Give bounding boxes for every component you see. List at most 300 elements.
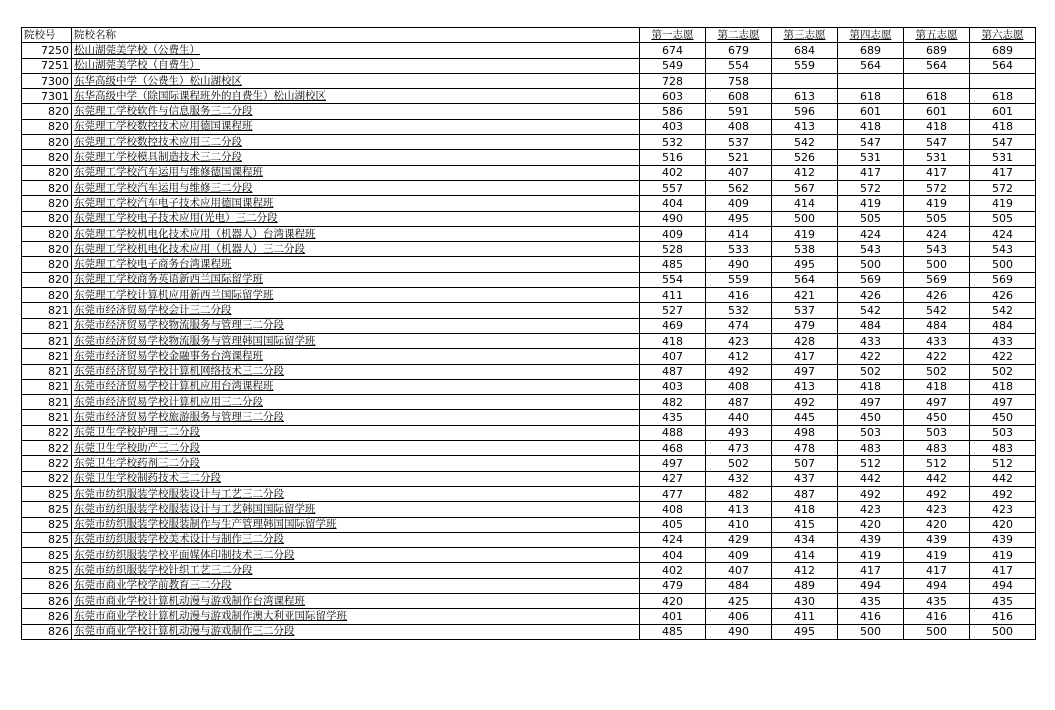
score-choice-4: 618	[838, 89, 904, 104]
score-choice-5	[904, 73, 970, 88]
score-choice-5: 420	[904, 517, 970, 532]
school-name: 东莞理工学校模具制造技术三二分段	[72, 150, 640, 165]
school-name: 东莞市经济贸易学校物流服务与管理韩国国际留学班	[72, 333, 640, 348]
header-row	[22, 28, 1036, 43]
score-choice-2: 407	[706, 165, 772, 180]
school-name: 东莞卫生学校护理三二分段	[72, 425, 640, 440]
header-code: 院校号	[22, 28, 72, 43]
score-choice-5: 416	[904, 609, 970, 624]
score-choice-4: 433	[838, 333, 904, 348]
score-choice-5: 419	[904, 548, 970, 563]
score-choice-1: 549	[640, 58, 706, 73]
score-choice-6: 417	[970, 165, 1036, 180]
score-choice-1: 405	[640, 517, 706, 532]
table-row	[22, 364, 1036, 379]
score-choice-5: 418	[904, 379, 970, 394]
score-choice-6: 572	[970, 180, 1036, 195]
score-choice-1: 488	[640, 425, 706, 440]
score-choice-5: 492	[904, 486, 970, 501]
table-row	[22, 73, 1036, 88]
table-row	[22, 379, 1036, 394]
score-choice-1: 401	[640, 609, 706, 624]
score-choice-5: 424	[904, 226, 970, 241]
school-code: 821	[22, 349, 72, 364]
score-choice-6: 418	[970, 379, 1036, 394]
score-choice-6: 689	[970, 43, 1036, 58]
score-choice-1: 728	[640, 73, 706, 88]
score-choice-3: 411	[772, 609, 838, 624]
score-choice-4: 435	[838, 593, 904, 608]
header-choice-3: 第三志愿	[772, 28, 838, 43]
school-name: 东莞市经济贸易学校会计三二分段	[72, 303, 640, 318]
score-choice-4: 601	[838, 104, 904, 119]
score-choice-2: 423	[706, 333, 772, 348]
school-name: 东莞理工学校机电化技术应用（机器人）台湾课程班	[72, 226, 640, 241]
score-choice-6: 416	[970, 609, 1036, 624]
score-choice-3: 418	[772, 502, 838, 517]
school-code: 820	[22, 119, 72, 134]
score-choice-3: 412	[772, 563, 838, 578]
score-choice-2: 679	[706, 43, 772, 58]
score-choice-2: 432	[706, 471, 772, 486]
score-choice-1: 424	[640, 532, 706, 547]
score-choice-1: 469	[640, 318, 706, 333]
school-code: 825	[22, 517, 72, 532]
score-choice-4: 542	[838, 303, 904, 318]
school-code: 826	[22, 578, 72, 593]
score-choice-3: 437	[772, 471, 838, 486]
table-row	[22, 196, 1036, 211]
score-choice-1: 528	[640, 242, 706, 257]
score-choice-1: 468	[640, 441, 706, 456]
score-choice-1: 435	[640, 410, 706, 425]
score-choice-6: 419	[970, 548, 1036, 563]
score-choice-4: 531	[838, 150, 904, 165]
school-name: 东莞市经济贸易学校旅游服务与管理三二分段	[72, 410, 640, 425]
table-row	[22, 89, 1036, 104]
score-choice-6: 497	[970, 395, 1036, 410]
score-choice-3: 487	[772, 486, 838, 501]
score-choice-2: 559	[706, 272, 772, 287]
score-choice-5: 505	[904, 211, 970, 226]
table-row	[22, 578, 1036, 593]
school-name: 东莞卫生学校药剂三二分段	[72, 456, 640, 471]
school-name: 东莞理工学校汽车运用与维修德国课程班	[72, 165, 640, 180]
score-choice-6: 505	[970, 211, 1036, 226]
table-row	[22, 119, 1036, 134]
score-choice-6: 500	[970, 624, 1036, 639]
score-choice-1: 403	[640, 119, 706, 134]
table-row	[22, 211, 1036, 226]
score-choice-3: 497	[772, 364, 838, 379]
score-choice-4: 689	[838, 43, 904, 58]
score-choice-4: 497	[838, 395, 904, 410]
score-choice-6: 484	[970, 318, 1036, 333]
score-choice-3: 492	[772, 395, 838, 410]
score-choice-2: 412	[706, 349, 772, 364]
score-choice-1: 402	[640, 563, 706, 578]
score-choice-4	[838, 73, 904, 88]
score-choice-1: 487	[640, 364, 706, 379]
score-choice-5: 423	[904, 502, 970, 517]
score-choice-4: 494	[838, 578, 904, 593]
school-code: 826	[22, 593, 72, 608]
school-name: 东莞卫生学校助产三二分段	[72, 441, 640, 456]
score-choice-4: 483	[838, 441, 904, 456]
score-choice-6: 450	[970, 410, 1036, 425]
header-choice-5: 第五志愿	[904, 28, 970, 43]
score-choice-6: 543	[970, 242, 1036, 257]
table-row	[22, 303, 1036, 318]
score-choice-3: 537	[772, 303, 838, 318]
score-choice-3: 428	[772, 333, 838, 348]
score-choice-1: 403	[640, 379, 706, 394]
table-row	[22, 563, 1036, 578]
score-choice-4: 424	[838, 226, 904, 241]
school-name: 东莞市经济贸易学校物流服务与管理三二分段	[72, 318, 640, 333]
score-choice-3: 526	[772, 150, 838, 165]
score-choice-1: 586	[640, 104, 706, 119]
school-code: 820	[22, 257, 72, 272]
score-choice-5: 497	[904, 395, 970, 410]
score-choice-6: 426	[970, 288, 1036, 303]
score-choice-6: 512	[970, 456, 1036, 471]
score-choice-6: 442	[970, 471, 1036, 486]
score-choice-2: 537	[706, 135, 772, 150]
score-choice-3: 479	[772, 318, 838, 333]
score-choice-1: 485	[640, 624, 706, 639]
school-code: 820	[22, 135, 72, 150]
score-choice-5: 418	[904, 119, 970, 134]
score-choice-2: 484	[706, 578, 772, 593]
score-choice-1: 674	[640, 43, 706, 58]
school-name: 东莞市纺织服装学校平面媒体印制技术三二分段	[72, 548, 640, 563]
school-name: 东莞市纺织服装学校服装设计与工艺韩国国际留学班	[72, 502, 640, 517]
score-choice-6: 435	[970, 593, 1036, 608]
school-code: 820	[22, 180, 72, 195]
school-name: 东莞理工学校数控技术应用德国课程班	[72, 119, 640, 134]
school-name: 东莞市经济贸易学校金融事务台湾课程班	[72, 349, 640, 364]
table-row	[22, 502, 1036, 517]
score-choice-3: 567	[772, 180, 838, 195]
table-row	[22, 58, 1036, 73]
score-choice-5: 419	[904, 196, 970, 211]
table-body	[22, 28, 1036, 640]
score-choice-4: 422	[838, 349, 904, 364]
score-choice-6: 564	[970, 58, 1036, 73]
score-choice-5: 564	[904, 58, 970, 73]
school-code: 825	[22, 486, 72, 501]
score-choice-2: 408	[706, 119, 772, 134]
score-choice-2: 410	[706, 517, 772, 532]
score-choice-6: 502	[970, 364, 1036, 379]
school-code: 821	[22, 379, 72, 394]
score-choice-3	[772, 73, 838, 88]
score-choice-4: 502	[838, 364, 904, 379]
score-choice-2: 416	[706, 288, 772, 303]
score-choice-4: 505	[838, 211, 904, 226]
table-row	[22, 624, 1036, 639]
score-choice-1: 485	[640, 257, 706, 272]
score-choice-2: 758	[706, 73, 772, 88]
score-choice-5: 503	[904, 425, 970, 440]
school-code: 826	[22, 609, 72, 624]
score-choice-2: 554	[706, 58, 772, 73]
table-row	[22, 548, 1036, 563]
table-row	[22, 349, 1036, 364]
score-choice-4: 419	[838, 548, 904, 563]
score-choice-1: 527	[640, 303, 706, 318]
score-choice-3: 415	[772, 517, 838, 532]
table-row	[22, 593, 1036, 608]
score-choice-5: 417	[904, 563, 970, 578]
score-choice-4: 423	[838, 502, 904, 517]
score-choice-2: 492	[706, 364, 772, 379]
score-choice-5: 500	[904, 257, 970, 272]
score-choice-5: 483	[904, 441, 970, 456]
score-choice-4: 547	[838, 135, 904, 150]
header-choice-6: 第六志愿	[970, 28, 1036, 43]
score-choice-5: 569	[904, 272, 970, 287]
score-choice-5: 689	[904, 43, 970, 58]
table-row	[22, 456, 1036, 471]
score-choice-6: 618	[970, 89, 1036, 104]
school-code: 822	[22, 425, 72, 440]
score-choice-5: 433	[904, 333, 970, 348]
score-choice-1: 407	[640, 349, 706, 364]
score-choice-3: 430	[772, 593, 838, 608]
score-choice-1: 557	[640, 180, 706, 195]
school-code: 820	[22, 104, 72, 119]
table-row	[22, 288, 1036, 303]
score-choice-2: 474	[706, 318, 772, 333]
table-row	[22, 272, 1036, 287]
score-choice-4: 418	[838, 379, 904, 394]
score-choice-2: 440	[706, 410, 772, 425]
school-name: 东莞市经济贸易学校计算机网络技术三二分段	[72, 364, 640, 379]
score-choice-2: 413	[706, 502, 772, 517]
score-choice-4: 569	[838, 272, 904, 287]
school-code: 822	[22, 471, 72, 486]
school-name: 东莞市纺织服装学校服装设计与工艺三二分段	[72, 486, 640, 501]
score-choice-6: 542	[970, 303, 1036, 318]
score-choice-2: 425	[706, 593, 772, 608]
school-code: 825	[22, 563, 72, 578]
table-row	[22, 517, 1036, 532]
score-choice-2: 591	[706, 104, 772, 119]
school-name: 东莞市商业学校计算机动漫与游戏制作三二分段	[72, 624, 640, 639]
score-choice-6: 420	[970, 517, 1036, 532]
score-choice-3: 500	[772, 211, 838, 226]
school-code: 825	[22, 502, 72, 517]
score-choice-4: 442	[838, 471, 904, 486]
score-choice-2: 406	[706, 609, 772, 624]
score-choice-4: 426	[838, 288, 904, 303]
school-code: 820	[22, 242, 72, 257]
score-choice-1: 479	[640, 578, 706, 593]
score-choice-1: 409	[640, 226, 706, 241]
score-choice-5: 426	[904, 288, 970, 303]
school-code: 821	[22, 333, 72, 348]
score-choice-3: 542	[772, 135, 838, 150]
school-name: 东莞市商业学校学前教育三二分段	[72, 578, 640, 593]
school-name: 东莞市纺织服装学校服装制作与生产管理韩国国际留学班	[72, 517, 640, 532]
score-choice-5: 439	[904, 532, 970, 547]
school-name: 东华高级中学（除国际课程班外的自费生）松山湖校区	[72, 89, 640, 104]
school-code: 820	[22, 196, 72, 211]
school-name: 东莞卫生学校制药技术三二分段	[72, 471, 640, 486]
table-row	[22, 441, 1036, 456]
score-choice-2: 482	[706, 486, 772, 501]
table-row	[22, 471, 1036, 486]
school-code: 821	[22, 395, 72, 410]
score-choice-2: 521	[706, 150, 772, 165]
table-row	[22, 135, 1036, 150]
score-choice-5: 494	[904, 578, 970, 593]
school-code: 7250	[22, 43, 72, 58]
school-code: 820	[22, 150, 72, 165]
score-choice-5: 484	[904, 318, 970, 333]
score-choice-1: 516	[640, 150, 706, 165]
score-choice-4: 418	[838, 119, 904, 134]
score-choice-1: 418	[640, 333, 706, 348]
score-choice-1: 477	[640, 486, 706, 501]
score-choice-3: 495	[772, 624, 838, 639]
school-name: 东莞市纺织服装学校针织工艺三二分段	[72, 563, 640, 578]
table-row	[22, 257, 1036, 272]
score-choice-1: 427	[640, 471, 706, 486]
score-choice-5: 531	[904, 150, 970, 165]
score-choice-2: 490	[706, 257, 772, 272]
school-code: 821	[22, 410, 72, 425]
score-choice-5: 547	[904, 135, 970, 150]
score-choice-3: 413	[772, 379, 838, 394]
score-choice-3: 414	[772, 196, 838, 211]
school-name: 东莞理工学校汽车运用与维修三二分段	[72, 180, 640, 195]
school-code: 821	[22, 303, 72, 318]
school-name: 东华高级中学（公费生）松山湖校区	[72, 73, 640, 88]
score-choice-3: 684	[772, 43, 838, 58]
score-choice-6: 419	[970, 196, 1036, 211]
score-choice-3: 445	[772, 410, 838, 425]
score-choice-3: 478	[772, 441, 838, 456]
table-row	[22, 532, 1036, 547]
score-choice-6: 547	[970, 135, 1036, 150]
score-choice-6: 433	[970, 333, 1036, 348]
score-choice-4: 543	[838, 242, 904, 257]
score-choice-6	[970, 73, 1036, 88]
score-choice-2: 532	[706, 303, 772, 318]
school-code: 820	[22, 226, 72, 241]
table-row	[22, 609, 1036, 624]
score-choice-5: 618	[904, 89, 970, 104]
table-row	[22, 242, 1036, 257]
score-choice-1: 411	[640, 288, 706, 303]
score-choice-4: 416	[838, 609, 904, 624]
score-choice-4: 572	[838, 180, 904, 195]
score-choice-1: 490	[640, 211, 706, 226]
score-choice-6: 483	[970, 441, 1036, 456]
score-choice-5: 417	[904, 165, 970, 180]
table-row	[22, 43, 1036, 58]
score-choice-3: 414	[772, 548, 838, 563]
score-choice-1: 497	[640, 456, 706, 471]
school-code: 820	[22, 211, 72, 226]
score-choice-2: 490	[706, 624, 772, 639]
score-choice-6: 423	[970, 502, 1036, 517]
table-row	[22, 486, 1036, 501]
score-choice-6: 492	[970, 486, 1036, 501]
score-choice-3: 559	[772, 58, 838, 73]
school-name: 东莞理工学校计算机应用新西兰国际留学班	[72, 288, 640, 303]
score-choice-5: 500	[904, 624, 970, 639]
score-choice-6: 494	[970, 578, 1036, 593]
school-code: 7300	[22, 73, 72, 88]
score-choice-3: 596	[772, 104, 838, 119]
score-choice-6: 418	[970, 119, 1036, 134]
score-choice-1: 532	[640, 135, 706, 150]
table-row	[22, 425, 1036, 440]
score-choice-1: 404	[640, 196, 706, 211]
table-row	[22, 165, 1036, 180]
score-choice-6: 531	[970, 150, 1036, 165]
school-name: 东莞理工学校机电化技术应用（机器人）三二分段	[72, 242, 640, 257]
score-choice-3: 613	[772, 89, 838, 104]
score-choice-6: 601	[970, 104, 1036, 119]
score-choice-6: 422	[970, 349, 1036, 364]
table-row	[22, 226, 1036, 241]
score-choice-4: 450	[838, 410, 904, 425]
score-choice-2: 429	[706, 532, 772, 547]
admission-score-table	[21, 27, 1036, 640]
score-choice-6: 500	[970, 257, 1036, 272]
score-choice-3: 498	[772, 425, 838, 440]
score-choice-5: 542	[904, 303, 970, 318]
school-code: 820	[22, 165, 72, 180]
score-choice-2: 473	[706, 441, 772, 456]
school-name: 松山湖莞美学校（公费生）	[72, 43, 640, 58]
score-choice-4: 417	[838, 563, 904, 578]
score-choice-2: 409	[706, 548, 772, 563]
table-row	[22, 395, 1036, 410]
school-name: 松山湖莞美学校（自费生）	[72, 58, 640, 73]
score-choice-2: 495	[706, 211, 772, 226]
school-name: 东莞理工学校汽车电子技术应用德国课程班	[72, 196, 640, 211]
school-name: 东莞市商业学校计算机动漫与游戏制作台湾课程班	[72, 593, 640, 608]
score-choice-5: 450	[904, 410, 970, 425]
score-choice-1: 554	[640, 272, 706, 287]
score-choice-6: 424	[970, 226, 1036, 241]
score-choice-6: 417	[970, 563, 1036, 578]
score-choice-2: 608	[706, 89, 772, 104]
school-name: 东莞市经济贸易学校计算机应用三二分段	[72, 395, 640, 410]
score-choice-1: 603	[640, 89, 706, 104]
school-name: 东莞理工学校数控技术应用三二分段	[72, 135, 640, 150]
score-choice-3: 434	[772, 532, 838, 547]
score-choice-4: 439	[838, 532, 904, 547]
score-choice-3: 495	[772, 257, 838, 272]
score-choice-3: 489	[772, 578, 838, 593]
score-choice-4: 512	[838, 456, 904, 471]
score-choice-5: 435	[904, 593, 970, 608]
score-choice-2: 487	[706, 395, 772, 410]
school-code: 822	[22, 441, 72, 456]
score-choice-5: 543	[904, 242, 970, 257]
school-name: 东莞理工学校电子技术应用(光电）三二分段	[72, 211, 640, 226]
table-row	[22, 333, 1036, 348]
school-name: 东莞市商业学校计算机动漫与游戏制作澳大利亚国际留学班	[72, 609, 640, 624]
score-choice-6: 503	[970, 425, 1036, 440]
